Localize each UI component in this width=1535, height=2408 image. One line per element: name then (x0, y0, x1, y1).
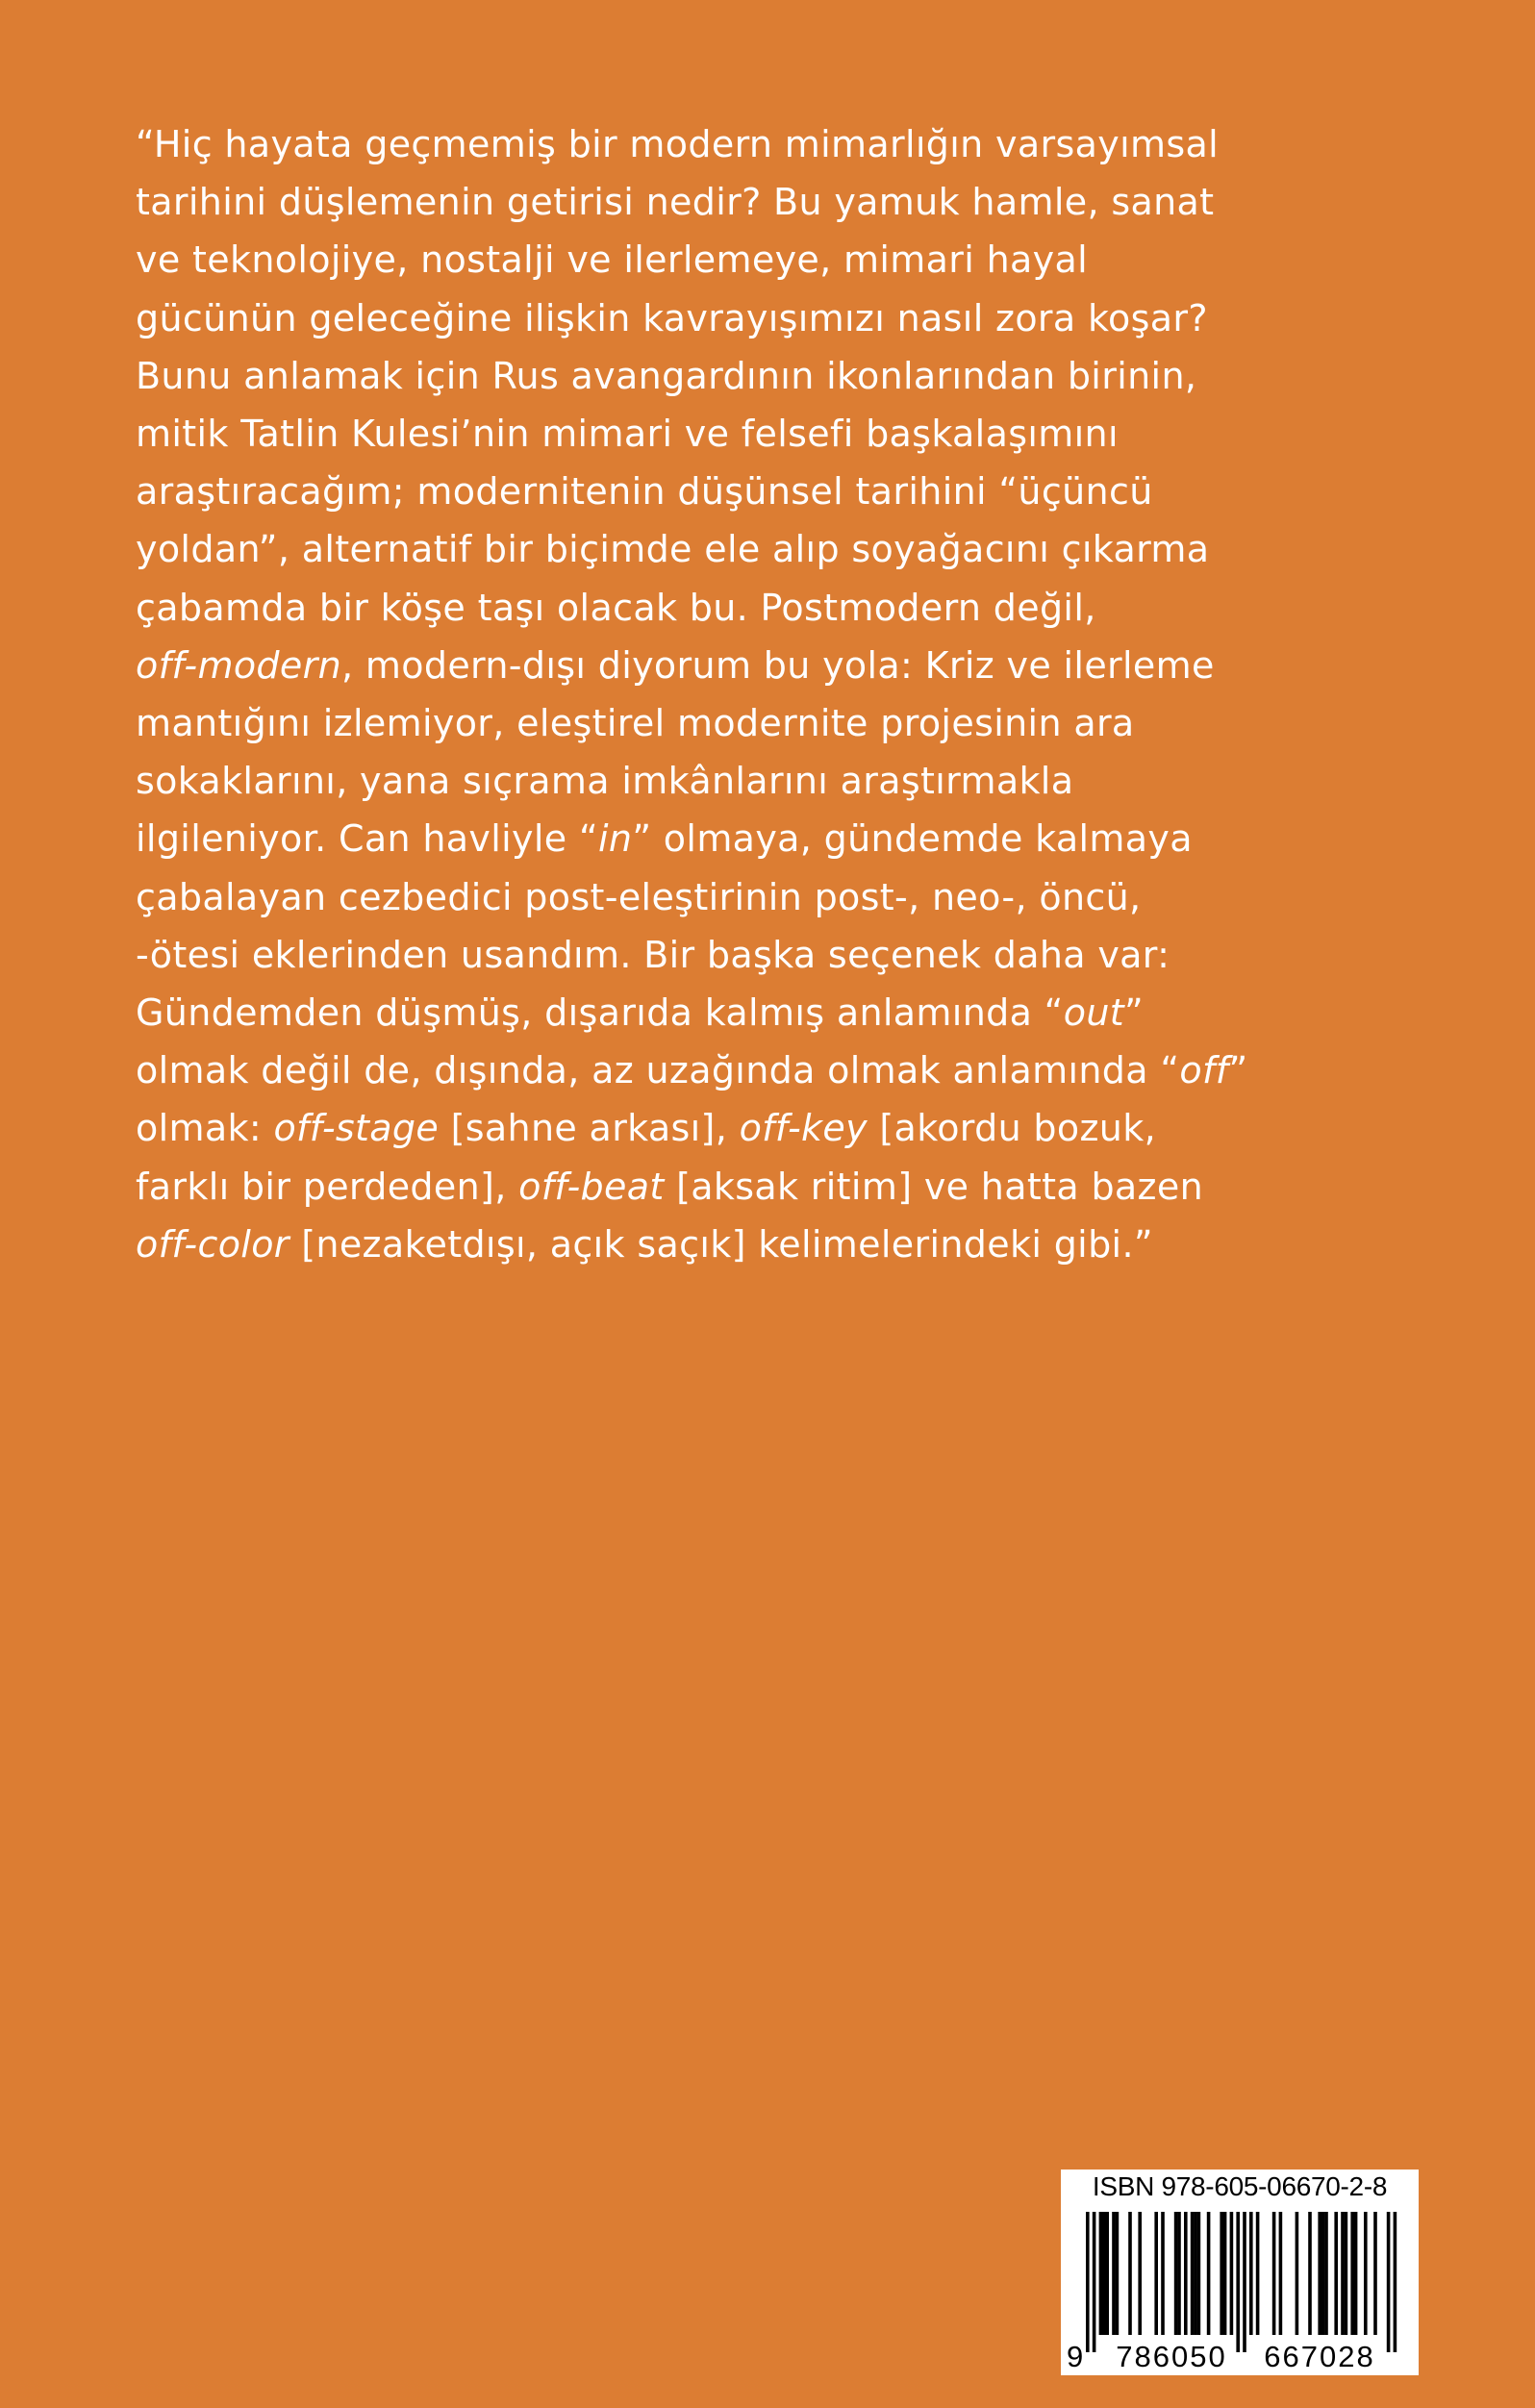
blurb-text: “Hiç hayata geçmemiş bir modern mimarlığın varsayımsal (136, 123, 1220, 165)
barcode-bar (1296, 2212, 1299, 2335)
barcode-bar (1272, 2212, 1276, 2335)
barcode-bar (1220, 2212, 1223, 2335)
barcode-bar (1223, 2212, 1227, 2335)
barcode-bar (1364, 2212, 1368, 2335)
blurb-line (136, 405, 1424, 463)
barcode-bar (1194, 2212, 1197, 2335)
blurb-line (136, 347, 1424, 405)
barcode-bar (1174, 2212, 1178, 2335)
barcode-bar (1354, 2212, 1358, 2335)
blurb-text: [aksak ritim] ve hatta bazen (664, 1165, 1204, 1208)
barcode-bar (1256, 2212, 1260, 2335)
barcode-bar (1191, 2212, 1195, 2335)
barcode-digits-right: 667028 (1264, 2340, 1375, 2373)
blurb-line (136, 1041, 1424, 1099)
blurb-line (136, 520, 1424, 578)
blurb-italic-term: off (1179, 1049, 1229, 1092)
barcode-bar (1249, 2212, 1253, 2335)
blurb-italic-term: off-key (739, 1107, 868, 1150)
barcode-guard-bar (1243, 2212, 1246, 2352)
barcode-guard-bar (1086, 2212, 1090, 2352)
barcode-bar (1184, 2212, 1188, 2335)
blurb-line (136, 694, 1424, 752)
isbn-barcode (1061, 2170, 1419, 2375)
blurb-line (136, 984, 1424, 1041)
blurb-italic-term: off-color (136, 1222, 289, 1266)
blurb-line (136, 289, 1424, 347)
blurb-text: olmak: (136, 1107, 274, 1150)
barcode-bar (1321, 2212, 1325, 2335)
barcode-bar (1207, 2212, 1211, 2335)
blurb-text: [nezaketdışı, açık saçık] kelimelerindeki gibi.” (289, 1222, 1153, 1266)
blurb-italic-term: off-beat (518, 1165, 665, 1208)
blurb-line (136, 637, 1424, 694)
blurb-italic-term: out (1063, 991, 1125, 1035)
blurb-italic-term: off-stage (273, 1107, 440, 1150)
blurb-text: Gündemden düşmüş, dışarıda kalmış anlamında “ (136, 991, 1064, 1035)
barcode-guard-bar (1093, 2212, 1096, 2352)
barcode-bar (1345, 2212, 1348, 2335)
barcode-bars (1061, 2210, 1419, 2375)
barcode-bar (1373, 2212, 1377, 2335)
blurb-text: olmak değil de, dışında, az uzağında olmak anlamında “ (136, 1049, 1180, 1092)
barcode-guard-bar (1387, 2212, 1391, 2352)
isbn-label: ISBN 978-605-06670-2-8 (1092, 2171, 1388, 2201)
blurb-text: tarihini düşlemenin getirisi nedir? Bu yamuk hamle, sanat (136, 181, 1215, 224)
barcode-guard-bar (1236, 2212, 1240, 2352)
blurb-text: gücünün geleceğine ilişkin kavrayışımızı nasıl zora koşar? (136, 296, 1208, 339)
barcode-bar (1116, 2212, 1120, 2335)
barcode-bar (1279, 2212, 1283, 2335)
barcode-bar (1324, 2212, 1328, 2335)
barcode-bar (1197, 2212, 1201, 2335)
blurb-text: [sahne arkası], (439, 1107, 740, 1150)
blurb-italic-term: off-modern (136, 643, 342, 687)
blurb-line (136, 231, 1424, 288)
blurb-text: mantığını izlemiyor, eleştirel modernite projesinin ara (136, 702, 1135, 745)
blurb-text: [akordu bozuk, (867, 1107, 1157, 1150)
blurb-text: -ötesi eklerinden usandım. Bir başka seçenek daha var: (136, 933, 1170, 976)
barcode-bar-group (1086, 2212, 1397, 2352)
barcode-bar (1112, 2212, 1116, 2335)
barcode-bar (1128, 2212, 1132, 2335)
blurb-line (136, 868, 1424, 926)
barcode-bar (1318, 2212, 1321, 2335)
blurb-text: ve teknolojiye, nostalji ve ilerlemeye, mimari hayal (136, 238, 1089, 282)
blurb-text: yoldan”, alternatif bir biçimde ele alıp soyağacını çıkarma (136, 528, 1210, 571)
blurb-line (136, 463, 1424, 520)
blurb-text: ” (1228, 1049, 1248, 1092)
blurb-text: farklı bir perdeden], (136, 1165, 519, 1208)
blurb-text: mitik Tatlin Kulesi’nin mimari ve felsefi başkalaşımını (136, 413, 1119, 456)
blurb-line (136, 115, 1424, 173)
barcode-bar (1177, 2212, 1181, 2335)
blurb-text: çabamda bir köşe taşı olacak bu. Postmodern değil, (136, 586, 1096, 629)
back-cover-blurb (136, 115, 1424, 1273)
blurb-line (136, 926, 1424, 984)
blurb-line (136, 173, 1424, 231)
blurb-line (136, 1099, 1424, 1157)
barcode-bar (1230, 2212, 1234, 2335)
barcode-bar (1105, 2212, 1109, 2335)
blurb-italic-term: in (598, 817, 633, 861)
blurb-text: , modern-dışı diyorum bu yola: Kriz ve ilerleme (341, 643, 1215, 687)
barcode-guard-bar (1394, 2212, 1397, 2352)
barcode-bar (1334, 2212, 1338, 2335)
blurb-line (136, 1216, 1424, 1273)
barcode-bar (1138, 2212, 1142, 2335)
blurb-line (136, 579, 1424, 637)
barcode-bar (1341, 2212, 1345, 2335)
blurb-line (136, 752, 1424, 810)
barcode-bar (1308, 2212, 1312, 2335)
blurb-line (136, 1158, 1424, 1216)
blurb-text: Bunu anlamak için Rus avangardının ikonlarından birinin, (136, 354, 1197, 397)
blurb-text: çabalayan cezbedici post-eleştirinin post-, neo-, öncü, (136, 875, 1142, 918)
blurb-line (136, 810, 1424, 867)
blurb-text: sokaklarını, yana sıçrama imkânlarını araştırmakla (136, 760, 1074, 803)
blurb-text: ” (1124, 991, 1145, 1035)
barcode-bar (1154, 2212, 1158, 2335)
barcode-bar (1350, 2212, 1354, 2335)
blurb-text: ” olmaya, gündemde kalmaya (632, 817, 1193, 861)
barcode-digits-left: 786050 (1116, 2340, 1227, 2373)
barcode-bar (1099, 2212, 1103, 2335)
barcode-bar (1102, 2212, 1106, 2335)
barcode-digit-lead: 9 (1067, 2340, 1084, 2373)
blurb-text: araştıracağım; modernitenin düşünsel tarihini “üçüncü (136, 470, 1153, 514)
blurb-text: ilgileniyor. Can havliyle “ (136, 817, 598, 861)
barcode-bar (1161, 2212, 1165, 2335)
